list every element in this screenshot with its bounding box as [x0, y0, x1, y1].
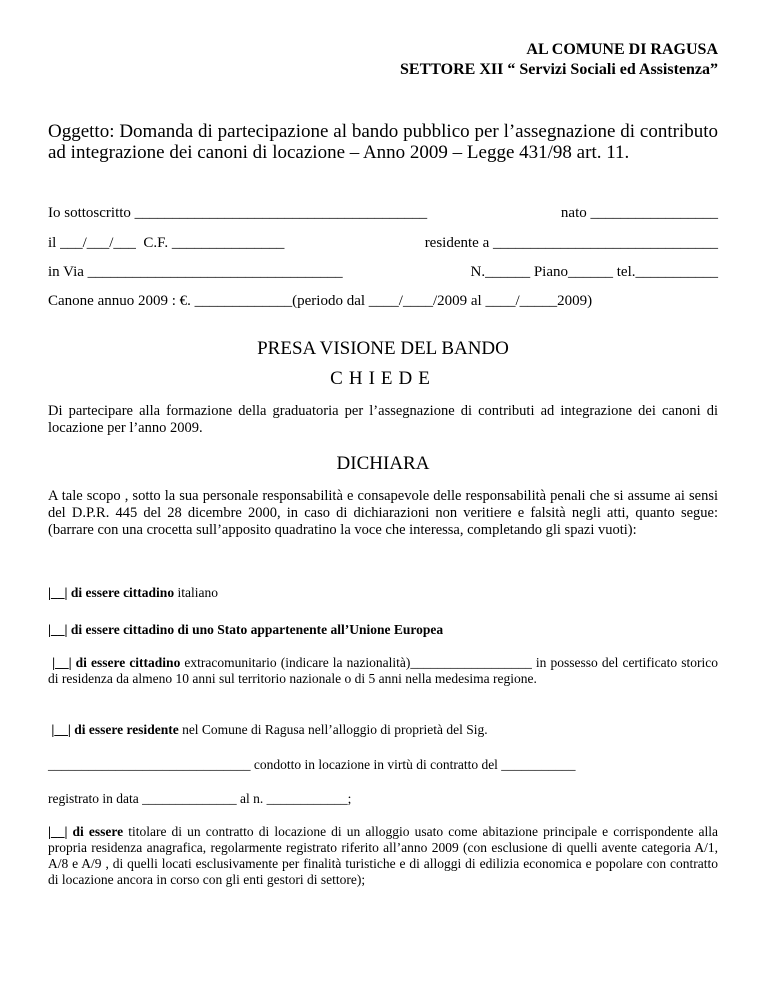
section-chiede: CHIEDE	[330, 368, 436, 389]
chiede-paragraph: Di partecipare alla formazione della graduatoria per l’assegnazione di contributi ad integrazione dei canoni di locazione per l’anno 2009.	[48, 403, 718, 436]
option-lease-holder-text: titolare di un contratto di locazione di un alloggio usato come abitazione principale e corrispondente alla propria residenza anagrafica, regolarmente registrato riferito all’anno 2009 (con esclusione di quelli avente categoria A/1, A/8 e A/9 , di quelli locati esclusivamente per finalità turistiche e di alloggi di edilizia economica e popolare con contratto di locazione ancora in corso con gli enti gestori di settore);	[48, 824, 719, 887]
field-row-address	[48, 262, 718, 282]
number-floor-phone-field[interactable]: N.______ Piano______ tel.___________	[470, 264, 718, 280]
option-italian-citizen	[48, 585, 718, 601]
option-eu-citizen	[48, 622, 718, 638]
checkbox-italian[interactable]: |__|	[48, 585, 68, 600]
section-presa-visione: PRESA VISIONE DEL BANDO	[257, 338, 509, 359]
birthdate-cf-field[interactable]: il ___/___/___ C.F. _______________	[48, 235, 285, 251]
option-resident-text: nel Comune di Ragusa nell’alloggio di proprietà del Sig.	[182, 722, 488, 737]
birthplace-field[interactable]: nato _________________	[560, 205, 718, 221]
department-line: SETTORE XII “ Servizi Sociali ed Assistenza”	[400, 61, 718, 78]
option-italian-bold: di essere cittadino	[70, 585, 175, 600]
street-field[interactable]: in Via __________________________________	[48, 264, 343, 280]
checkbox-non-eu[interactable]: |__|	[52, 655, 72, 670]
recipient-header	[48, 40, 718, 80]
field-row-birth	[48, 233, 718, 253]
option-resident	[48, 722, 718, 738]
option-italian-text: italiano	[177, 585, 218, 600]
dichiara-paragraph: A tale scopo , sotto la sua personale responsabilità e consapevole delle responsabilità penali che si assume ai sensi del D.P.R. 445 del 28 dicembre 2000, in caso di dichiarazioni non veritiere e falsità negli atti, quanto segue: (barrare con una crocetta sull’apposito quadratino la voce che interessa, completando gli spazi vuoti):	[48, 488, 718, 538]
checkbox-eu[interactable]: |__|	[48, 622, 68, 637]
residence-field[interactable]: residente a ______________________________	[424, 235, 718, 251]
option-lease-holder	[48, 824, 718, 888]
section-dichiara: DICHIARA	[336, 453, 430, 474]
option-resident-registration-line[interactable]: registrato in data ______________ al n. ____________;	[48, 791, 352, 806]
field-row-rent	[48, 291, 718, 311]
field-row-name	[48, 203, 718, 223]
option-non-eu-text: extracomunitario (indicare la nazionalità)__________________ in possesso del certificato storico di residenza da almeno 10 anni sul territorio nazionale o di 5 anni nella medesima regione.	[48, 655, 718, 686]
checkbox-lease-holder[interactable]: |__|	[48, 824, 68, 839]
option-eu-bold: di essere cittadino di uno Stato appartenente all’Unione Europea	[70, 622, 444, 637]
checkbox-resident[interactable]: |__|	[51, 722, 71, 737]
option-resident-contract-line[interactable]: ______________________________ condotto in locazione in virtù di contratto del ___________	[48, 757, 576, 772]
recipient-line: AL COMUNE DI RAGUSA	[526, 41, 718, 58]
option-non-eu-bold: di essere cittadino	[75, 655, 181, 670]
option-lease-holder-bold: di essere	[72, 824, 124, 839]
annual-rent-field[interactable]: Canone annuo 2009 : €. _____________(periodo dal ____/____/2009 al ____/_____2009)	[48, 293, 593, 309]
name-field[interactable]: Io sottoscritto _______________________________________	[48, 205, 428, 221]
option-resident-bold: di essere residente	[74, 722, 179, 737]
subject-paragraph: Oggetto: Domanda di partecipazione al bando pubblico per l’assegnazione di contributo ad integrazione dei canoni di locazione – Anno 2009 – Legge 431/98 art. 11.	[48, 121, 718, 163]
option-non-eu-citizen	[48, 655, 718, 687]
